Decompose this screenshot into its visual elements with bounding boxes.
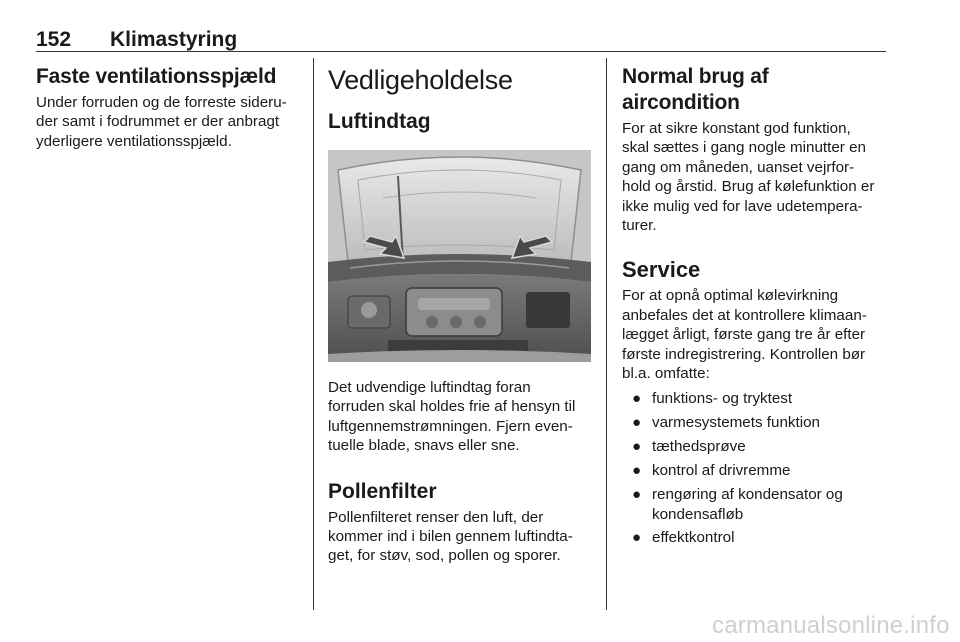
list-item-text: tæthedsprøve bbox=[652, 438, 746, 456]
text-line: For at opnå optimal kølevirkning bbox=[622, 287, 839, 305]
list-item-text: effektkontrol bbox=[652, 529, 735, 547]
bullet-icon: ● bbox=[632, 529, 642, 547]
service-text bbox=[622, 286, 890, 383]
text-line: Det udvendige luftindtag foran bbox=[328, 379, 531, 396]
subsection-heading-pollen-filter: Pollenfilter bbox=[328, 479, 437, 503]
text-line: get, for støv, sod, pollen og sporer. bbox=[328, 547, 561, 565]
column-3 bbox=[622, 64, 890, 552]
text-line: første indregistrering. Kontrollen bør bbox=[622, 345, 866, 363]
bullet-icon: ● bbox=[632, 390, 642, 408]
pollen-filter-text bbox=[328, 508, 591, 566]
text-line: forruden skal holdes frie af hensyn til bbox=[328, 398, 576, 416]
text-line: lægget årligt, første gang tre år efter bbox=[622, 326, 866, 344]
service-checklist bbox=[622, 389, 890, 547]
list-item-text: varmesystemets funktion bbox=[652, 414, 820, 432]
section-title-maintenance: Vedligeholdelse bbox=[328, 65, 513, 95]
text-line: der samt i fodrummet er der anbragt bbox=[36, 113, 280, 131]
text-line: skal sættes i gang nogle minutter en bbox=[622, 139, 866, 157]
bullet-icon: ● bbox=[632, 486, 642, 504]
list-item-text: funktions- og tryktest bbox=[652, 390, 793, 408]
text-line: For at sikre konstant god funktion, bbox=[622, 120, 851, 137]
engine-bay-illustration bbox=[328, 150, 591, 362]
list-item bbox=[622, 461, 890, 480]
header-rule bbox=[36, 51, 886, 52]
list-item bbox=[622, 485, 890, 524]
column-divider-2 bbox=[606, 58, 607, 610]
list-item-text: kondensafløb bbox=[652, 505, 744, 523]
bullet-icon: ● bbox=[632, 438, 642, 456]
column-2 bbox=[328, 64, 591, 566]
watermark: carmanualsonline.info bbox=[712, 612, 950, 639]
page-header bbox=[36, 28, 886, 52]
list-item-text: rengøring af kondensator og bbox=[652, 486, 843, 504]
list-item bbox=[622, 528, 890, 547]
subsection-heading-air-intake: Luftindtag bbox=[328, 110, 431, 133]
bullet-icon: ● bbox=[632, 414, 642, 432]
section-heading-service: Service bbox=[622, 257, 701, 283]
text-line: anbefales det at kontrollere klimaan- bbox=[622, 306, 867, 324]
column-1 bbox=[36, 64, 298, 151]
bullet-icon: ● bbox=[632, 462, 642, 480]
text-line: yderligere ventilationsspjæld. bbox=[36, 132, 232, 150]
ventilation-text bbox=[36, 93, 298, 151]
text-line: tuelle blade, snavs eller sne. bbox=[328, 437, 520, 455]
text-line: hold og årstid. Brug af kølefunktion er bbox=[622, 178, 875, 196]
text-line: gang om måneden, uanset vejrfor- bbox=[622, 158, 855, 176]
text-line: ikke mulig ved for lave udetempera- bbox=[622, 197, 863, 215]
list-item bbox=[622, 413, 890, 432]
air-intake-text bbox=[328, 378, 591, 456]
list-item-text: kontrol af drivremme bbox=[652, 462, 791, 480]
text-line: bl.a. omfatte: bbox=[622, 365, 710, 383]
text-line: Under forruden og de forreste sideru- bbox=[36, 94, 287, 111]
section-heading-ventilation: Faste ventilationsspjæld bbox=[36, 65, 277, 88]
list-item bbox=[622, 437, 890, 456]
air-conditioning-text bbox=[622, 119, 890, 235]
chapter-title: Klimastyring bbox=[110, 28, 238, 51]
engine-bay-drawing bbox=[328, 150, 591, 362]
list-item bbox=[622, 389, 890, 408]
text-line: luftgennemstrømningen. Fjern even- bbox=[328, 417, 573, 435]
text-line: turer. bbox=[622, 217, 657, 235]
text-line: kommer ind i bilen gennem luftindta- bbox=[328, 528, 573, 546]
page-number: 152 bbox=[36, 28, 72, 51]
section-heading-air-conditioning: Normal brug af aircondition bbox=[622, 65, 769, 114]
text-line: Pollenfilteret renser den luft, der bbox=[328, 508, 544, 526]
column-divider-1 bbox=[313, 58, 314, 610]
